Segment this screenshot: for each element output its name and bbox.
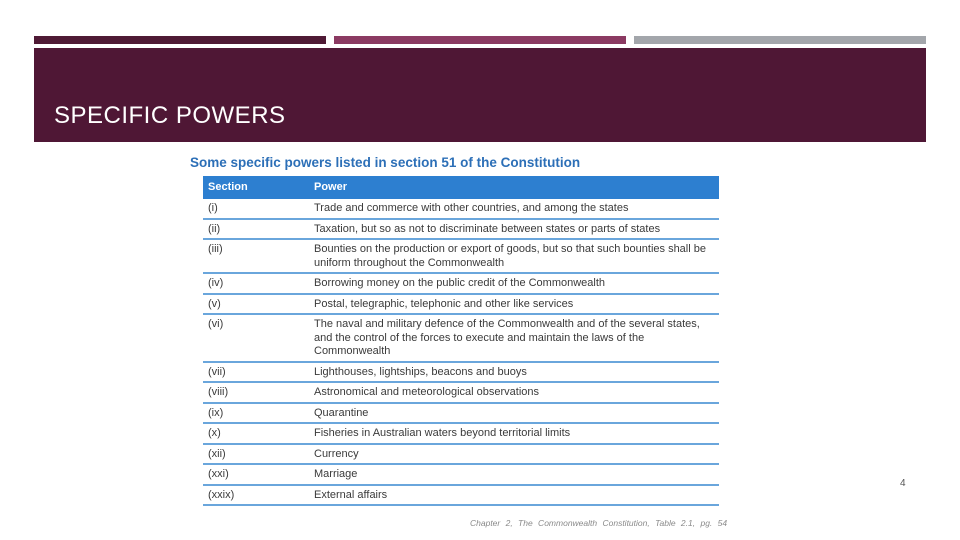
table-row bbox=[203, 423, 719, 444]
table-row bbox=[203, 219, 719, 240]
section-cell: (xxix) bbox=[203, 485, 309, 506]
power-cell: Trade and commerce with other countries, and among the states bbox=[309, 198, 719, 219]
section-cell: (ii) bbox=[203, 219, 309, 240]
section-cell: (i) bbox=[203, 198, 309, 219]
section-cell: (v) bbox=[203, 294, 309, 315]
title-banner bbox=[34, 48, 926, 142]
table-row bbox=[203, 403, 719, 424]
power-cell: External affairs bbox=[309, 485, 719, 506]
table-header-row bbox=[203, 176, 719, 198]
power-cell: Bounties on the production or export of goods, but so that such bounties shall be uniform throughout the Commonwealth bbox=[309, 239, 719, 273]
source-citation: Chapter 2, The Commonwealth Constitution, Table 2.1, pg. 54 bbox=[470, 518, 728, 528]
section-cell: (vi) bbox=[203, 314, 309, 362]
table-figure bbox=[158, 142, 764, 532]
powers-table bbox=[203, 176, 719, 506]
table-caption: Some specific powers listed in section 51 of the Constitution bbox=[190, 155, 581, 170]
table-row bbox=[203, 273, 719, 294]
accent-bar-gray bbox=[634, 36, 926, 44]
table-row bbox=[203, 382, 719, 403]
section-cell: (xxi) bbox=[203, 464, 309, 485]
page-number: 4 bbox=[900, 478, 906, 489]
table-row bbox=[203, 198, 719, 219]
accent-bar-mid bbox=[334, 36, 626, 44]
power-cell: Lighthouses, lightships, beacons and buoys bbox=[309, 362, 719, 383]
power-cell: Postal, telegraphic, telephonic and other like services bbox=[309, 294, 719, 315]
table-row bbox=[203, 464, 719, 485]
column-header-power: Power bbox=[309, 176, 719, 198]
power-cell: Astronomical and meteorological observations bbox=[309, 382, 719, 403]
section-cell: (vii) bbox=[203, 362, 309, 383]
column-header-section: Section bbox=[203, 176, 309, 198]
section-cell: (xii) bbox=[203, 444, 309, 465]
table-row bbox=[203, 444, 719, 465]
power-cell: Currency bbox=[309, 444, 719, 465]
table-row bbox=[203, 362, 719, 383]
section-cell: (ix) bbox=[203, 403, 309, 424]
slide-title: SPECIFIC POWERS bbox=[54, 102, 286, 129]
section-cell: (iv) bbox=[203, 273, 309, 294]
section-cell: (iii) bbox=[203, 239, 309, 273]
table-row bbox=[203, 239, 719, 273]
section-cell: (viii) bbox=[203, 382, 309, 403]
power-cell: The naval and military defence of the Commonwealth and of the several states, and the control of the forces to execute and maintain the laws of the Commonwealth bbox=[309, 314, 719, 362]
table-row bbox=[203, 294, 719, 315]
table-row bbox=[203, 314, 719, 362]
power-cell: Taxation, but so as not to discriminate between states or parts of states bbox=[309, 219, 719, 240]
section-cell: (x) bbox=[203, 423, 309, 444]
power-cell: Marriage bbox=[309, 464, 719, 485]
power-cell: Fisheries in Australian waters beyond territorial limits bbox=[309, 423, 719, 444]
table-row bbox=[203, 485, 719, 506]
power-cell: Quarantine bbox=[309, 403, 719, 424]
accent-bar-dark bbox=[34, 36, 326, 44]
power-cell: Borrowing money on the public credit of the Commonwealth bbox=[309, 273, 719, 294]
